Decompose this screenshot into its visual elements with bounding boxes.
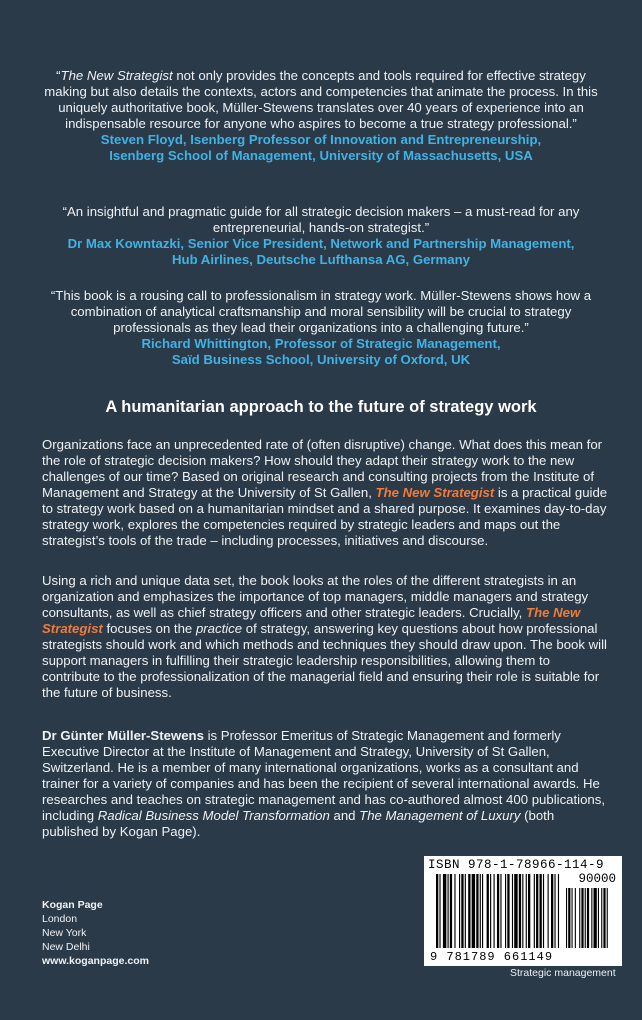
barcode-addon-bar <box>585 888 586 948</box>
barcode-bars-graphic <box>430 874 616 950</box>
paragraph-text: Organizations face an unprecedented rate of (often disruptive) change. What does this mean for the role of strategic decision makers? How should they adapt their strategy work to the new challenges of our time? Based on original research and consulting projects from the Institute of Management and Strategy at the University of St Gallen, <box>42 437 603 500</box>
related-book-title-1: Radical Business Model Transformation <box>97 808 330 823</box>
barcode-addon-bar <box>566 888 567 948</box>
barcode-bar <box>439 874 440 948</box>
barcode-addon-bar <box>572 888 573 948</box>
barcode-bar <box>450 874 452 948</box>
barcode-bar <box>459 874 460 948</box>
barcode-bar <box>522 874 523 948</box>
barcode-bar <box>448 874 449 948</box>
barcode-addon-bar <box>598 888 599 948</box>
endorsement-quote-1 <box>40 68 602 164</box>
publisher-website: www.koganpage.com <box>42 955 149 967</box>
barcode-addon-bar <box>594 888 597 948</box>
quote-text: “An insightful and pragmatic guide for all strategic decision makers – a must-read for any entrepreneurial, hands-on strategist.” <box>62 204 580 235</box>
book-title-highlight: The New Strategist <box>42 605 581 636</box>
publisher-city: London <box>42 913 78 925</box>
paragraph-text: (both published by Kogan Page). <box>42 808 555 839</box>
quote-attribution-line-2: Saïd Business School, University of Oxford, UK <box>171 352 471 367</box>
quote-book-title: The New Strategist <box>60 68 173 83</box>
barcode-bar <box>468 874 470 948</box>
barcode-bar <box>476 874 478 948</box>
barcode-bar <box>494 874 495 948</box>
barcode-bar <box>505 874 506 948</box>
publisher-name: Kogan Page <box>42 899 103 911</box>
publisher-city: New York <box>42 927 87 939</box>
quote-attribution-line-2: Isenberg School of Management, University of Massachusetts, USA <box>109 148 533 163</box>
paragraph-text: of strategy, answering key questions about how professional strategists should work and which methods and techniques they should draw upon. The book will support managers in fulfilling their strategic leadership responsibilities, allowing them to contribute to the professionalization of the managerial field and ensuring their role is suitable for the future of business. <box>42 621 607 700</box>
barcode-addon-bar <box>607 888 608 948</box>
barcode-addon-bar <box>591 888 592 948</box>
quote-attribution-line-1: Richard Whittington, Professor of Strategic Management, <box>141 336 501 351</box>
barcode-bar <box>519 874 521 948</box>
barcode-bar <box>500 874 501 948</box>
barcode-addon-bar <box>581 888 583 948</box>
quote-attribution-line-2: Hub Airlines, Deutsche Lufthansa AG, Germany <box>172 252 470 267</box>
barcode-bar <box>554 874 555 948</box>
barcode-addon-bar <box>587 888 589 948</box>
paragraph-text: is a practical guide to strategy work based on a humanitarian mindset and a shared purpose. It examines day-to-day strategy work, explores the competencies required by strategic leaders and maps out the strategist’s tools of the trade – including processes, initiatives and discourse. <box>42 485 608 548</box>
barcode-bar <box>487 874 489 948</box>
barcode-bar <box>528 874 530 948</box>
barcode-addon-bar <box>603 888 605 948</box>
barcode-bar <box>465 874 466 948</box>
barcode-bar <box>472 874 475 948</box>
paragraph-text: is Professor Emeritus of Strategic Management and formerly Executive Director at the Institute of Management and Strategy, University of St Gallen, Switzerland. He is a member of many international organizations, works as a consultant and trainer for a variety of companies and has been the recipient of several international awards. He researches and teaches on strategic management and has co-authored almost 400 publications, including <box>42 728 606 823</box>
barcode-bar <box>512 874 513 948</box>
quote-body: not only provides the concepts and tools required for effective strategy making but also details the contexts, actors and competencies that animate the process. In this uniquely authoritative book, Müller-Stewens translates over 40 years of experience into an indispensable resource for anyone who aspires to become a true strategy professional.” <box>44 68 598 131</box>
barcode-bar <box>558 874 559 948</box>
barcode-bar <box>507 874 509 948</box>
endorsement-quote-3 <box>40 288 602 368</box>
paragraph-text: focuses on the <box>102 621 196 636</box>
endorsement-quote-2 <box>40 204 602 268</box>
paragraph-text: Using a rich and unique data set, the book looks at the roles of the different strategists in an organization and emphasizes the importance of top managers, middle managers and strategy consultants, as well as chief strategy officers and other strategic leaders. Crucially, <box>42 573 589 620</box>
blurb-headline: A humanitarian approach to the future of strategy work <box>105 398 537 416</box>
subject-category: Strategic management <box>510 967 616 979</box>
isbn-number: ISBN 978-1-78966-114-9 <box>428 858 605 872</box>
publisher-city: New Delhi <box>42 941 90 953</box>
barcode-bar <box>534 874 535 948</box>
barcode-addon-bar <box>568 888 570 948</box>
author-bio <box>42 728 608 840</box>
barcode-bar <box>526 874 527 948</box>
barcode-bar <box>536 874 538 948</box>
author-name: Dr Günter Müller-Stewens <box>42 728 204 743</box>
isbn-barcode <box>424 856 622 966</box>
barcode-bar <box>454 874 455 948</box>
quote-attribution-line-1: Dr Max Kowntazki, Senior Vice President, Network and Partnership Management, <box>67 236 575 251</box>
ean-number: 9 781789 661149 <box>430 950 554 964</box>
quote-attribution-line-1: Steven Floyd, Isenberg Professor of Innovation and Entrepreneurship, <box>100 132 542 147</box>
barcode-addon-bar <box>579 888 580 948</box>
barcode-bar <box>540 874 542 948</box>
barcode-bar <box>490 874 491 948</box>
related-book-title-2: The Management of Luxury <box>359 808 521 823</box>
price-addon-code: 90000 <box>578 872 616 886</box>
barcode-bar <box>548 874 549 948</box>
blurb-paragraph-1 <box>42 437 608 549</box>
publisher-info <box>42 898 149 968</box>
barcode-bar <box>551 874 553 948</box>
quote-text: “This book is a rousing call to professionalism in strategy work. Müller-Stewens shows how a combination of analytical craftsmanship and moral sensibility will be crucial to strategy professionals as they lead their organizations into a challenging future.” <box>50 288 592 335</box>
barcode-addon-bar <box>601 888 602 948</box>
emphasis-practice: practice <box>195 621 243 636</box>
quote-text: “The New Strategist not only provides the concepts and tools required for effective strategy making but also details the contexts, actors and competencies that animate the process. In this uniquely authoritative book, Müller-Stewens translates over 40 years of experience into an indispensable resource for anyone who aspires to become a true strategy professional.” <box>44 68 598 131</box>
barcode-bar <box>482 874 483 948</box>
barcode-bar <box>436 874 438 948</box>
barcode-bar <box>443 874 446 948</box>
barcode-bar <box>497 874 499 948</box>
barcode-bar <box>514 874 517 948</box>
barcode-addon-bar <box>575 888 576 948</box>
blurb-paragraph-2 <box>42 573 608 701</box>
barcode-bar <box>480 874 481 948</box>
barcode-bar <box>543 874 544 948</box>
barcode-bar <box>461 874 463 948</box>
book-title-highlight: The New Strategist <box>375 485 495 500</box>
paragraph-text: and <box>329 808 360 823</box>
